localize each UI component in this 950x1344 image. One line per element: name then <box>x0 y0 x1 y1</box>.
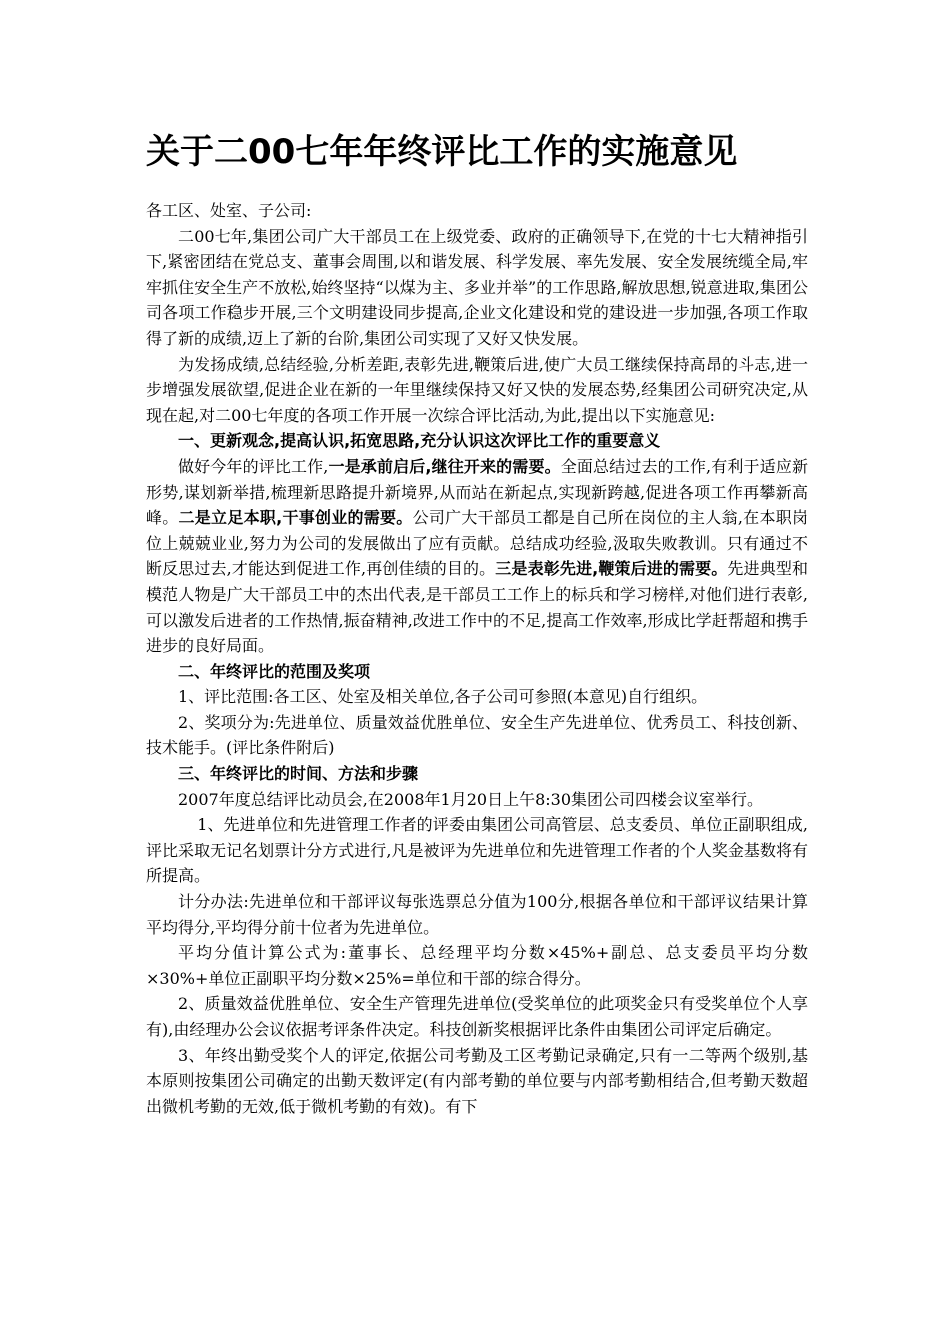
paragraph-scope: 1、评比范围:各工区、处室及相关单位,各子公司可参照(本意见)自行组织。 <box>178 687 708 707</box>
paragraph-method-1: 1、先进单位和先进管理工作者的评委由集团公司高管层、总支委员、单位正副职组成,评比采取无记名划票计分方式进行,凡是被评为先进单位和先进管理工作者的个人奖金基数将有所提高。 <box>146 815 808 886</box>
paragraph-purpose: 为发扬成绩,总结经验,分析差距,表彰先进,鞭策后进,使广大员工继续保持高昂的斗志,进一步增强发展欲望,促进企业在新的一年里继续保持又好又快的发展态势,经集团公司研究决定,从现在起,对二00七年度的各项工作开展一次综合评比活动,为此,提出以下实施意见: <box>146 354 808 425</box>
document-body <box>146 198 808 1119</box>
highlight-point-3: 三是表彰先进,鞭策后进的需要。 <box>495 559 728 579</box>
section-heading-1: 一、更新观念,提高认识,拓宽思路,充分认识这次评比工作的重要意义 <box>178 431 661 451</box>
text-segment: 先进典型和模范人物是广大干部员工中的杰出代表,是干部员工工作上的标兵和学习榜样,对他们进行表彰,可以激发后进者的工作热情,振奋精神,改进工作中的不足,提高工作效率,形成比学赶帮超和携手进步的良好局面。 <box>146 559 808 656</box>
paragraph-method-2: 2、质量效益优胜单位、安全生产管理先进单位(受奖单位的此项奖金只有受奖单位个人享有),由经理办公会议依据考评条件决定。科技创新奖根据评比条件由集团公司评定后确定。 <box>146 994 808 1039</box>
text-segment: 全面总结过去的工作,有利于适应新形势,谋划新举措,梳理新思路提升新境界,从而站在新起点,实现新跨越,促进各项工作再攀新高峰。 <box>146 456 808 528</box>
paragraph-meeting: 2007年度总结评比动员会,在2008年1月20日上午8:30集团公司四楼会议室举行。 <box>178 789 763 809</box>
highlight-point-2: 二是立足本职,干事创业的需要。 <box>178 508 413 528</box>
highlight-point-1: 一是承前启后,继往开来的需要。 <box>328 456 561 476</box>
paragraph-intro: 二00七年,集团公司广大干部员工在上级党委、政府的正确领导下,在党的十七大精神指引下,紧密团结在党总支、董事会周围,以和谐发展、科学发展、率先发展、安全发展统缆全局,牢牢抓住安全生产不放松,始终坚持“以煤为主、多业并举”的工作思路,解放思想,锐意进取,集团公司各项工作稳步开展,三个文明建设同步提高,企业文化建设和党的建设进一步加强,各项工作取得了新的成绩,迈上了新的台阶,集团公司实现了又好又快发展。 <box>146 226 808 348</box>
text-segment: 公司广大干部员工都是自己所在岗位的主人翁,在本职岗位上兢兢业业,努力为公司的发展做出了应有贡献。总结成功经验,汲取失败教训。只有通过不断反思过去,才能达到促进工作,再创佳绩的目的。 <box>146 508 808 579</box>
paragraph-significance <box>146 454 808 659</box>
paragraph-awards: 2、奖项分为:先进单位、质量效益优胜单位、安全生产先进单位、优秀员工、科技创新、技术能手。(评比条件附后) <box>146 712 808 758</box>
salutation: 各工区、处室、子公司: <box>146 201 312 220</box>
section-heading-3: 三、年终评比的时间、方法和步骤 <box>178 764 419 784</box>
document-title: 关于二00七年年终评比工作的实施意见 <box>146 132 738 172</box>
text-segment: 做好今年的评比工作, <box>178 456 329 476</box>
paragraph-formula: 平均分值计算公式为:董事长、总经理平均分数×45%+副总、总支委员平均分数×30%+单位正副职平均分数×25%=单位和干部的综合得分。 <box>146 943 808 988</box>
paragraph-method-3: 3、年终出勤受奖个人的评定,依据公司考勤及工区考勤记录确定,只有一二等两个级别,基本原则按集团公司确定的出勤天数评定(有内部考勤的单位要与内部考勤相结合,但考勤天数超出微机考勤的无效,低于微机考勤的有效)。有下 <box>146 1045 808 1116</box>
section-heading-2: 二、年终评比的范围及奖项 <box>178 661 371 681</box>
paragraph-scoring: 计分办法:先进单位和干部评议每张选票总分值为100分,根据各单位和干部评议结果计算平均得分,平均得分前十位者为先进单位。 <box>146 892 808 937</box>
